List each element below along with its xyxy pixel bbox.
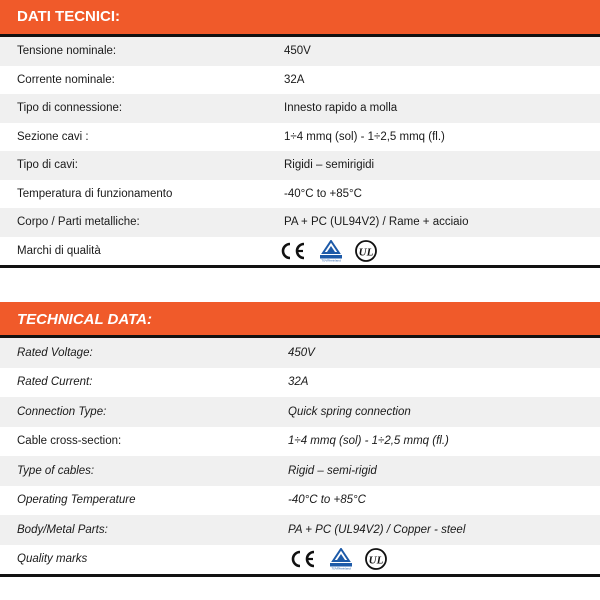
spec-row	[0, 180, 600, 209]
spec-label: Cable cross-section:	[17, 435, 122, 448]
spec-label: Rated Current:	[17, 376, 93, 389]
spec-label: Tipo di cavi:	[17, 159, 78, 172]
svg-text:UL: UL	[358, 246, 374, 259]
spec-value: 1÷4 mmq (sol) - 1÷2,5 mmq (fl.)	[288, 435, 449, 448]
italian-specs-section	[0, 0, 600, 268]
section-title: DATI TECNICI:	[0, 0, 600, 37]
spec-value: 32A	[288, 376, 309, 389]
spec-value: 32A	[284, 73, 305, 86]
spec-row	[0, 338, 600, 368]
svg-text:UL: UL	[368, 554, 384, 567]
spec-value: -40°C to +85°C	[284, 187, 362, 200]
ul-mark-icon	[354, 239, 378, 263]
spec-value: Quick spring connection	[288, 405, 411, 418]
section-title: TECHNICAL DATA:	[0, 302, 600, 338]
english-specs-section	[0, 302, 600, 577]
spec-row-quality-marks	[0, 545, 600, 575]
spec-label: Corpo / Parti metalliche:	[17, 216, 140, 229]
svg-text:TÜVRheinland: TÜVRheinland	[321, 258, 341, 262]
spec-value: Rigid – semi-rigid	[288, 464, 377, 477]
tuv-rheinland-icon	[328, 548, 354, 570]
ce-mark-icon	[288, 549, 318, 569]
quality-marks	[272, 547, 600, 571]
section-bottom-rule	[0, 574, 600, 577]
spec-row	[0, 208, 600, 237]
spec-value: Innesto rapido a molla	[284, 102, 398, 115]
spec-row-quality-marks	[0, 237, 600, 266]
svg-text:TÜVRheinland: TÜVRheinland	[331, 566, 351, 571]
ul-mark-icon	[364, 547, 388, 571]
spec-value: 450V	[284, 45, 311, 58]
spec-row	[0, 123, 600, 152]
spec-label: Corrente nominale:	[17, 73, 115, 86]
spec-row	[0, 94, 600, 123]
spec-label: Tipo di connessione:	[17, 102, 123, 115]
spec-row	[0, 66, 600, 95]
spec-label: Connection Type:	[17, 405, 107, 418]
spec-value: PA + PC (UL94V2) / Copper - steel	[288, 523, 466, 536]
spec-row	[0, 515, 600, 545]
spec-value: PA + PC (UL94V2) / Rame + acciaio	[284, 216, 469, 229]
spec-label: Body/Metal Parts:	[17, 523, 108, 536]
spec-value: 1÷4 mmq (sol) - 1÷2,5 mmq (fl.)	[284, 130, 445, 143]
spec-row	[0, 397, 600, 427]
spec-row	[0, 427, 600, 457]
spec-label: Tensione nominale:	[17, 45, 117, 58]
spec-row	[0, 368, 600, 398]
ce-mark-icon	[278, 241, 308, 261]
spec-label: Temperatura di funzionamento	[17, 187, 173, 200]
tuv-rheinland-icon	[318, 240, 344, 262]
spec-label: Marchi di qualità	[17, 244, 101, 257]
section-bottom-rule	[0, 265, 600, 268]
spec-row	[0, 151, 600, 180]
quality-marks	[268, 239, 600, 263]
spec-label: Rated Voltage:	[17, 346, 93, 359]
spec-value: 450V	[288, 346, 315, 359]
spec-label: Operating Temperature	[17, 494, 136, 507]
spec-label: Type of cables:	[17, 464, 95, 477]
spec-value: Rigidi – semirigidi	[284, 159, 375, 172]
spec-row	[0, 486, 600, 516]
spec-label: Quality marks	[17, 553, 88, 566]
spec-label: Sezione cavi :	[17, 130, 89, 143]
spec-value: -40°C to +85°C	[288, 494, 366, 507]
spec-row	[0, 37, 600, 66]
spec-row	[0, 456, 600, 486]
